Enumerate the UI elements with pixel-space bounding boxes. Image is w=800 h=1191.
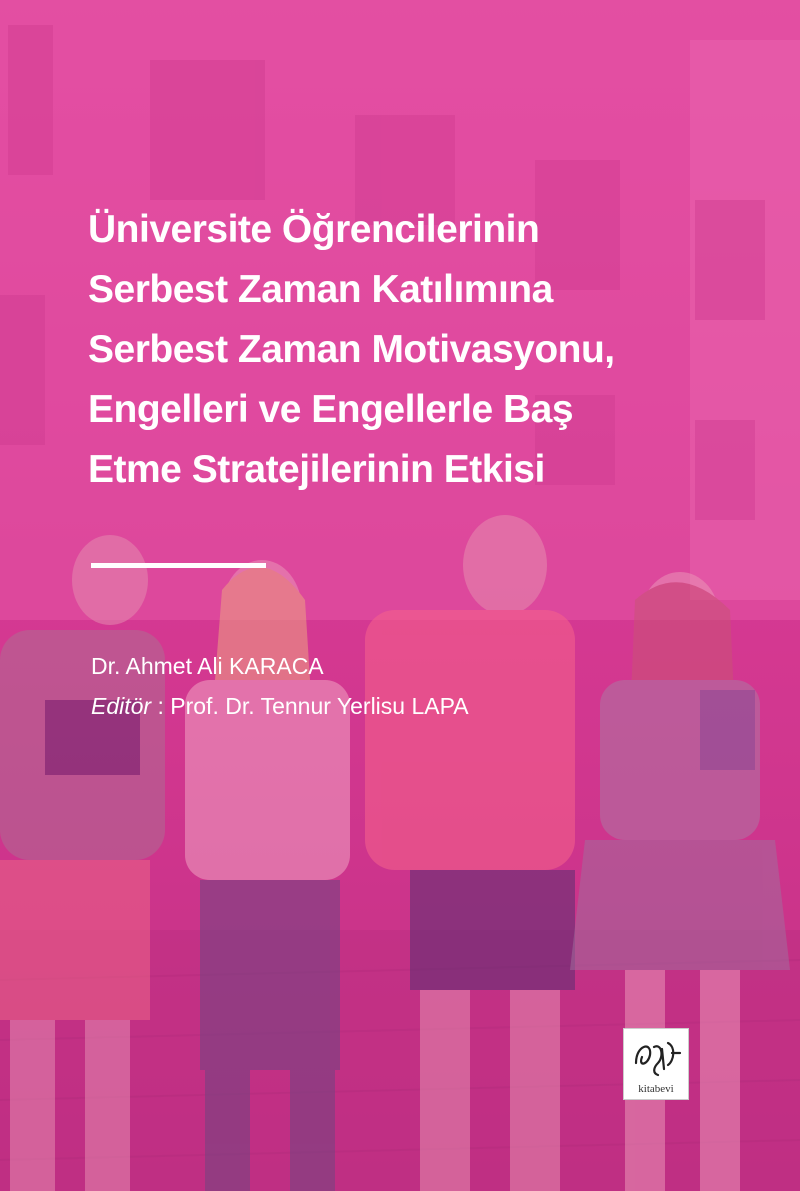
publisher-logo-mark	[628, 1033, 684, 1079]
editor-label: Editör	[91, 693, 152, 719]
title-divider	[91, 563, 266, 568]
title-line: Serbest Zaman Katılımına	[88, 268, 553, 311]
publisher-logo-text: kitabevi	[638, 1083, 674, 1095]
editor-line	[91, 692, 469, 720]
editor-name: Prof. Dr. Tennur Yerlisu LAPA	[170, 693, 469, 719]
title-line: Etme Stratejilerinin Etkisi	[88, 448, 545, 491]
title-line: Engelleri ve Engellerle Baş	[88, 388, 574, 431]
author-name: Dr. Ahmet Ali KARACA	[91, 653, 324, 679]
title-line: Serbest Zaman Motivasyonu,	[88, 328, 615, 371]
title-line: Üniversite Öğrencilerinin	[88, 208, 540, 251]
editor-separator: :	[151, 693, 171, 719]
publisher-logo	[623, 1028, 689, 1100]
book-title	[88, 200, 728, 500]
